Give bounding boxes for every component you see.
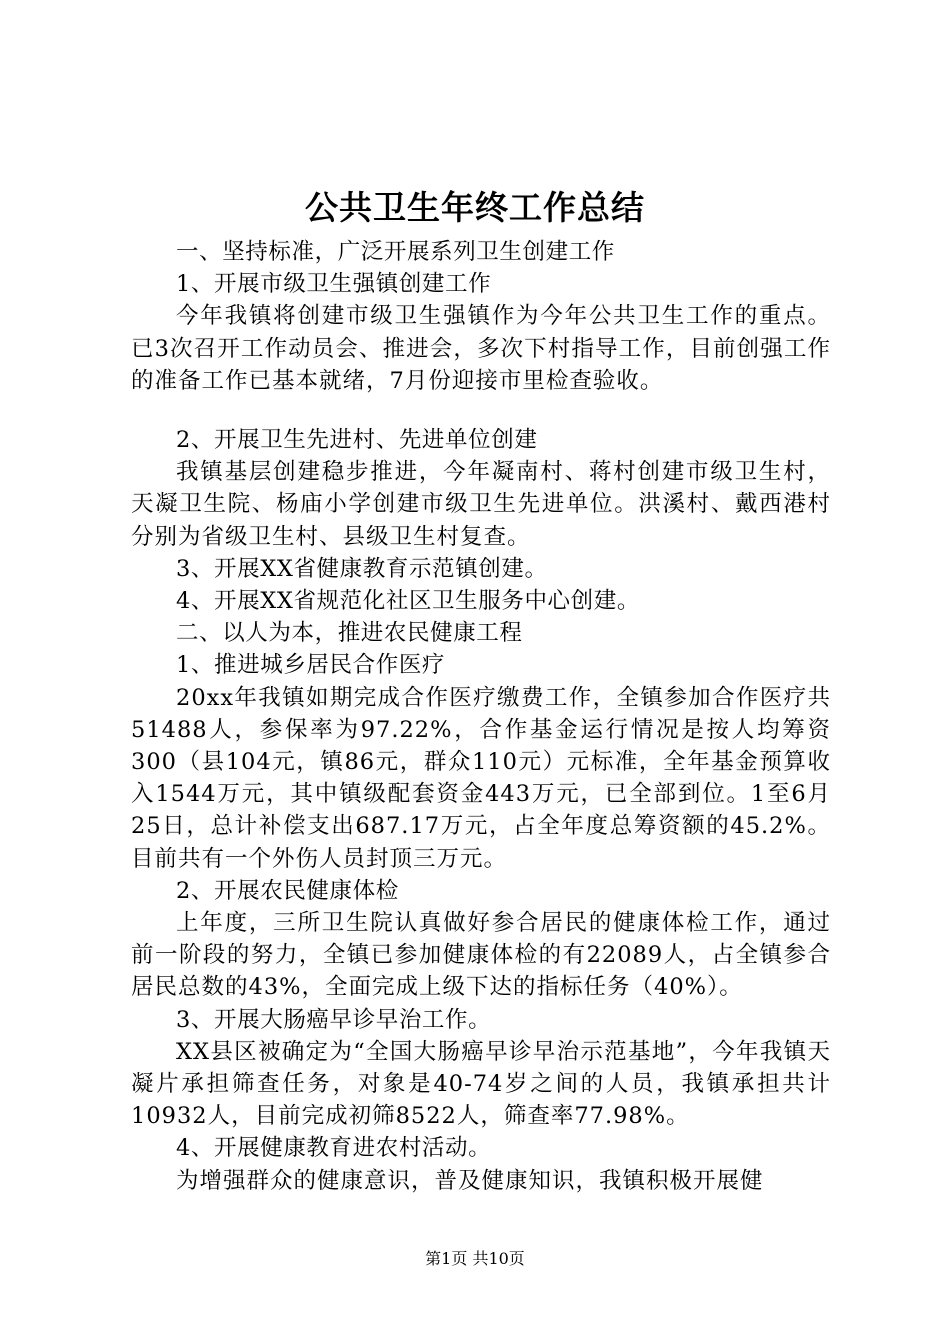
subsection-heading: 2、开展卫生先进村、先进单位创建 bbox=[176, 427, 538, 454]
subsection-heading: 3、开展XX省健康教育示范镇创建。 bbox=[176, 555, 548, 582]
page-number-footer: 第1页 共10页 bbox=[425, 1249, 525, 1268]
subsection-heading: 1、开展市级卫生强镇创建工作 bbox=[176, 271, 492, 298]
body-paragraph: 我镇基层创建稳步推进，今年凝南村、蒋村创建市级卫生村，天凝卫生院、杨庙小学创建市级卫生先进单位。洪溪村、戴西港村分别为省级卫生村、县级卫生村复查。 bbox=[131, 459, 831, 550]
subsection-heading: 4、开展XX省规范化社区卫生服务中心创建。 bbox=[176, 588, 640, 615]
body-paragraph: 20xx年我镇如期完成合作医疗缴费工作，全镇参加合作医疗共51488人，参保率为97.22%，合作基金运行情况是按人均筹资300（县104元，镇86元，群众110元）元标准，全年基金预算收入1544万元，其中镇级配套资金443万元，已全部到位。1至6月25日，总计补偿支出687.17万元，占全年度总筹资额的45.2%。目前共有一个外伤人员封顶三万元。 bbox=[131, 684, 831, 872]
subsection-heading: 4、开展健康教育进农村活动。 bbox=[176, 1135, 492, 1162]
body-paragraph: 为增强群众的健康意识，普及健康知识，我镇积极开展健 bbox=[176, 1167, 764, 1194]
section-heading: 二、以人为本，推进农民健康工程 bbox=[176, 620, 523, 647]
section-heading: 一、坚持标准，广泛开展系列卫生创建工作 bbox=[176, 239, 615, 265]
body-paragraph: XX县区被确定为“全国大肠癌早诊早治示范基地”，今年我镇天凝片承担筛查任务，对象是40-74岁之间的人员，我镇承担共计10932人，目前完成初筛8522人，筛查率77.98%。 bbox=[131, 1038, 831, 1130]
document-body bbox=[131, 236, 831, 1197]
document-title: 公共卫生年终工作总结 bbox=[305, 188, 645, 227]
subsection-heading: 3、开展大肠癌早诊早治工作。 bbox=[176, 1006, 492, 1033]
subsection-heading: 2、开展农民健康体检 bbox=[176, 877, 399, 904]
subsection-heading: 1、推进城乡居民合作医疗 bbox=[176, 652, 446, 679]
body-paragraph: 今年我镇将创建市级卫生强镇作为今年公共卫生工作的重点。已3次召开工作动员会、推进会，多次下村指导工作，目前创强工作的准备工作已基本就绪，7月份迎接市里检查验收。 bbox=[131, 303, 831, 394]
body-paragraph: 上年度，三所卫生院认真做好参合居民的健康体检工作，通过前一阶段的努力，全镇已参加健康体检的有22089人，占全镇参合居民总数的43%，全面完成上级下达的指标任务（40%）。 bbox=[131, 910, 831, 1001]
